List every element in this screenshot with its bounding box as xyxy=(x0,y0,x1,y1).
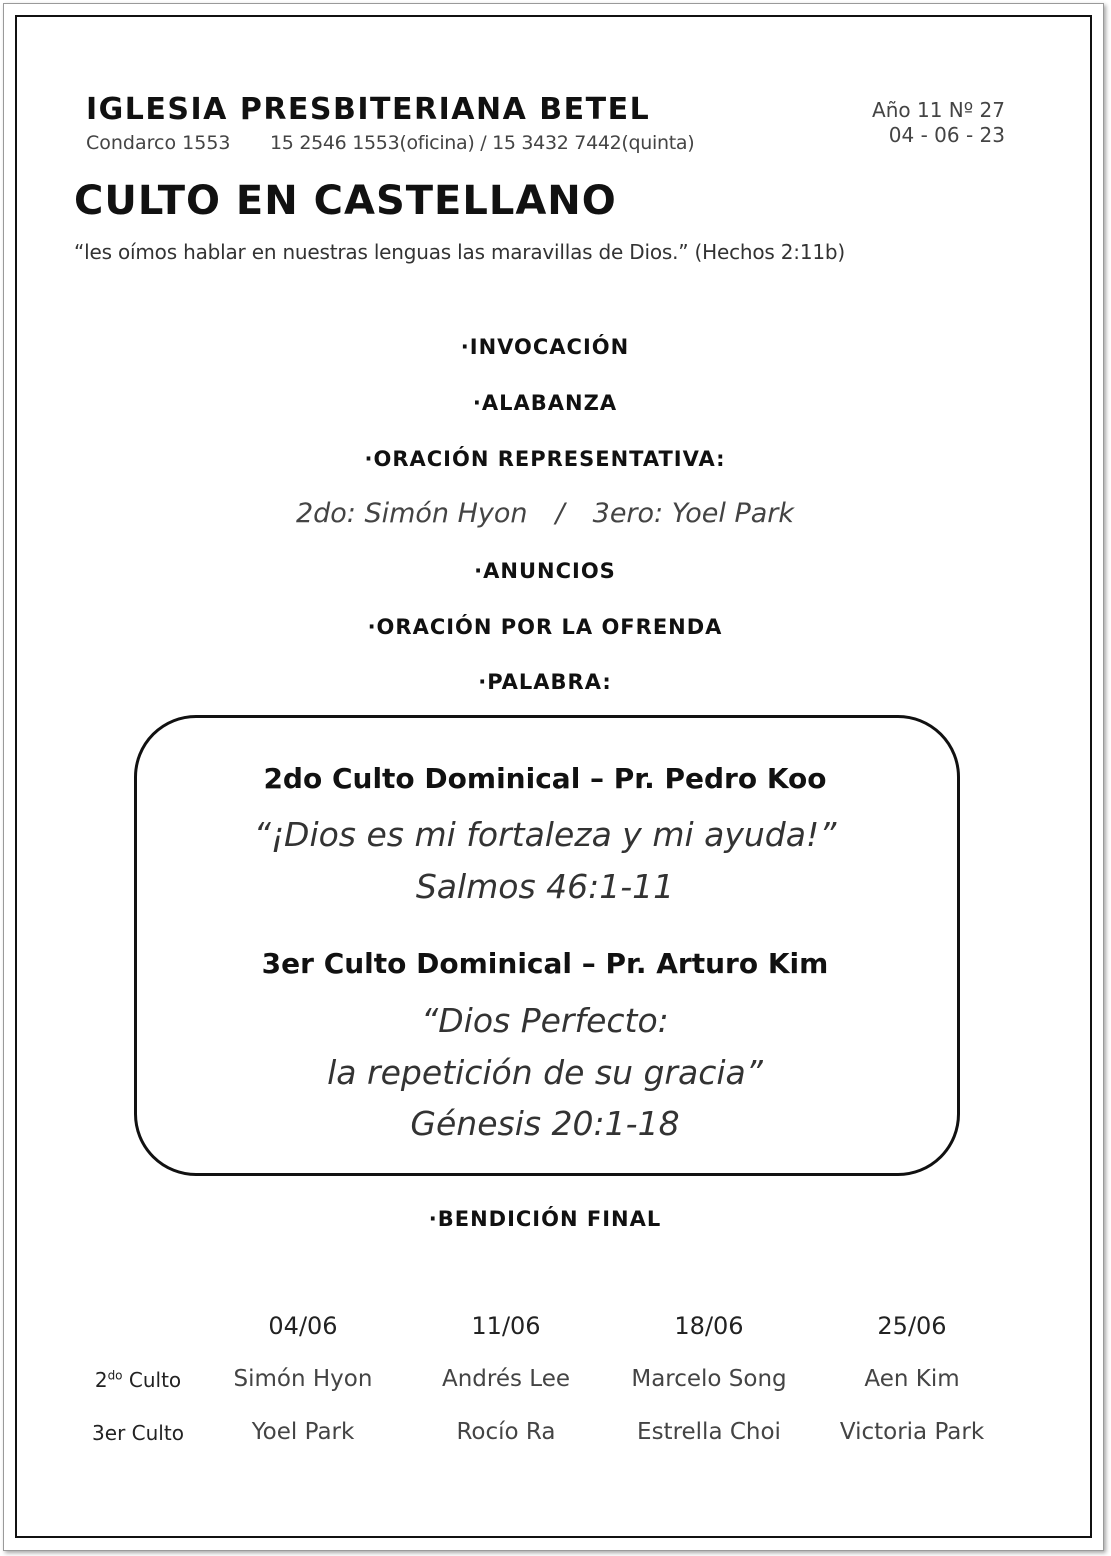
order-anuncios: ·ANUNCIOS xyxy=(474,559,616,583)
rota-date: 04/06 xyxy=(268,1312,338,1340)
sermon-2do-heading: 2do Culto Dominical – Pr. Pedro Koo xyxy=(263,762,827,795)
order-palabra: ·PALABRA: xyxy=(478,670,612,694)
order-oracion-ofrenda: ·ORACIÓN POR LA OFRENDA xyxy=(367,615,723,639)
order-oracion-representativa: ·ORACIÓN REPRESENTATIVA: xyxy=(364,447,726,471)
church-phones: 15 2546 1553(oficina) / 15 3432 7442(quinta) xyxy=(270,132,695,154)
issue-info xyxy=(870,98,1005,148)
church-name: IGLESIA PRESBITERIANA BETEL xyxy=(86,92,651,127)
oracion-participants xyxy=(0,498,1090,529)
oracion-separator: / xyxy=(555,498,565,529)
rota-label-3er-culto: 3er Culto xyxy=(92,1421,184,1445)
order-invocacion: ·INVOCACIÓN xyxy=(460,335,630,359)
rota-cell: Andrés Lee xyxy=(441,1366,571,1392)
motto-verse: “les oímos hablar en nuestras lenguas las maravillas de Dios.” (Hechos 2:11b) xyxy=(74,240,845,264)
rota-cell: Yoel Park xyxy=(251,1419,355,1445)
sermon-3er-reference: Génesis 20:1-18 xyxy=(410,1104,680,1143)
oracion-3ero: 3ero: Yoel Park xyxy=(592,498,795,529)
rota-label-2do-culto: $2^{do}$ Culto xyxy=(94,1368,182,1392)
rota-cell: Simón Hyon xyxy=(233,1366,373,1392)
rota-date: 25/06 xyxy=(877,1312,947,1340)
rota-cell: Aen Kim xyxy=(864,1366,960,1392)
order-alabanza: ·ALABANZA xyxy=(472,391,618,415)
church-address: Condarco 1553 xyxy=(86,132,231,154)
issue-number: Año 11 Nº 27 xyxy=(872,98,1005,122)
issue-date: 04 - 06 - 23 xyxy=(888,123,1005,147)
rota-date: 18/06 xyxy=(674,1312,744,1340)
sermon-3er-title-line2: la repetición de su gracia” xyxy=(327,1053,763,1092)
rota-cell: Rocío Ra xyxy=(456,1419,556,1445)
sermon-2do-reference: Salmos 46:1-11 xyxy=(415,867,675,906)
rota-cell: Victoria Park xyxy=(839,1419,985,1445)
rota-cell: Marcelo Song xyxy=(631,1366,787,1392)
sermon-3er-heading: 3er Culto Dominical – Pr. Arturo Kim xyxy=(261,947,829,980)
oracion-2do: 2do: Simón Hyon xyxy=(295,498,528,529)
sermon-3er-title-line1: “Dios Perfecto: xyxy=(421,1001,669,1040)
order-bendicion: ·BENDICIÓN FINAL xyxy=(428,1207,662,1231)
rota-cell: Estrella Choi xyxy=(637,1419,781,1445)
service-title: CULTO EN CASTELLANO xyxy=(74,178,617,224)
rota-date: 11/06 xyxy=(471,1312,541,1340)
sermon-2do-title: “¡Dios es mi fortaleza y mi ayuda!” xyxy=(253,815,837,854)
